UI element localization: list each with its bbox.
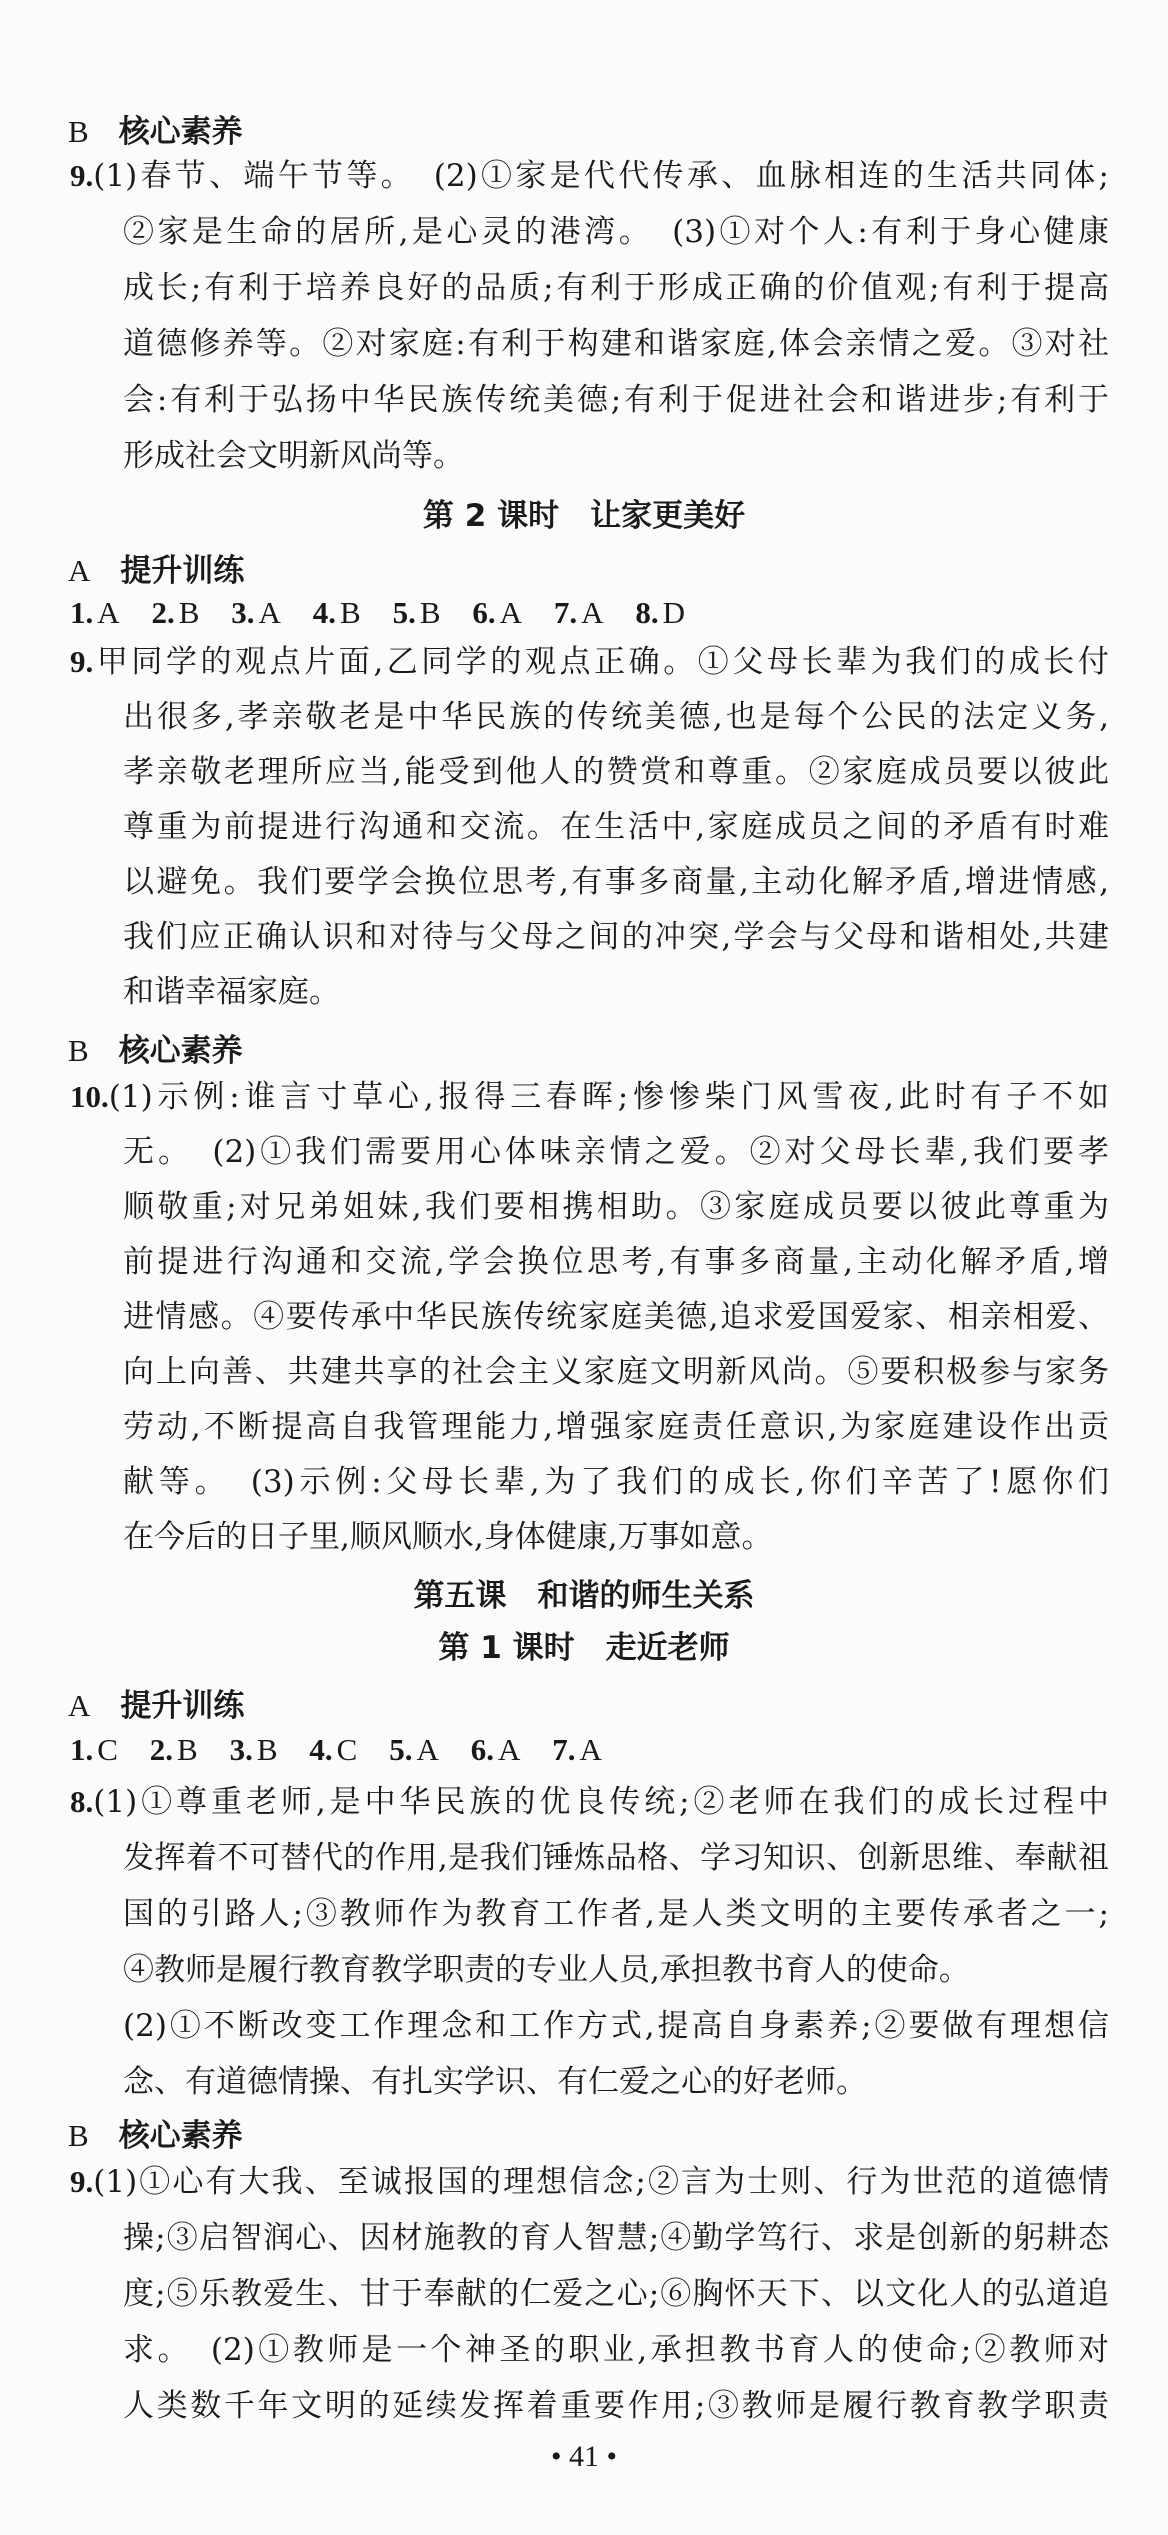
answer-line: 成长;有利于培养良好的品质;有利于形成正确的价值观;有利于提高: [123, 270, 1109, 306]
answer-line: 人类数千年文明的延续发挥着重要作用;③教师是履行教育教学职责: [123, 2388, 1109, 2424]
answer-line: 操;③启智润心、因材施教的育人智慧;④勤学笃行、求是创新的躬耕态: [123, 2220, 1109, 2256]
answer-line: 献等。 (3)示例:父母长辈,为了我们的成长,你们辛苦了!愿你们: [123, 1464, 1109, 1500]
answer-line: 孝亲敬老理所应当,能受到他人的赞赏和尊重。②家庭成员要以彼此: [123, 754, 1109, 790]
answer-line: 我们应正确认识和对待与父母之间的冲突,学会与父母和谐相处,共建: [123, 919, 1109, 955]
answer-line: 向上向善、共建共享的社会主义家庭文明新风尚。⑤要积极参与家务: [123, 1354, 1109, 1390]
section-heading: B 核心素养: [68, 114, 243, 150]
answer-line: 和谐幸福家庭。: [123, 974, 340, 1010]
page-number: • 41 •: [550, 2440, 617, 2473]
answer-line: 9.(1)春节、端午节等。 (2)①家是代代传承、血脉相连的生活共同体;: [70, 158, 1109, 194]
answer-line: (2)①不断改变工作理念和工作方式,提高自身素养;②要做有理想信: [123, 2008, 1109, 2044]
answer-line: 顺敬重;对兄弟姐妹,我们要相携相助。③家庭成员要以彼此尊重为: [123, 1189, 1109, 1225]
answer-line: 9.(1)①心有大我、至诚报国的理想信念;②言为士则、行为世范的道德情: [70, 2164, 1109, 2200]
choice-answers: 1. C 2. B 3. B 4. C 5. A 6. A 7. A: [70, 1732, 602, 1767]
answer-line: 度;⑤乐教爱生、甘于奉献的仁爱之心;⑥胸怀天下、以文化人的弘道追: [123, 2276, 1109, 2312]
answer-line: 发挥着不可替代的作用,是我们锤炼品格、学习知识、创新思维、奉献祖: [123, 1840, 1109, 1876]
answer-line: 念、有道德情操、有扎实学识、有仁爱之心的好老师。: [123, 2064, 867, 2100]
choice-answers: 1. A 2. B 3. A 4. B 5. B 6. A 7. A 8. D: [70, 595, 686, 630]
answer-line: 形成社会文明新风尚等。: [123, 438, 464, 474]
answer-line: ②家是生命的居所,是心灵的港湾。 (3)①对个人:有利于身心健康: [123, 214, 1109, 250]
answer-line: 9.甲同学的观点片面,乙同学的观点正确。①父母长辈为我们的成长付: [70, 644, 1109, 680]
answer-line: 尊重为前提进行沟通和交流。在生活中,家庭成员之间的矛盾有时难: [123, 809, 1109, 845]
answer-line: 8.(1)①尊重老师,是中华民族的优良传统;②老师在我们的成长过程中: [70, 1784, 1109, 1820]
lesson-title: 第 2 课时 让家更美好: [422, 498, 746, 534]
answer-line: ④教师是履行教育教学职责的专业人员,承担教书育人的使命。: [123, 1952, 970, 1988]
answer-line: 在今后的日子里,顺风顺水,身体健康,万事如意。: [123, 1519, 773, 1555]
answer-line: 无。 (2)①我们需要用心体味亲情之爱。②对父母长辈,我们要孝: [123, 1134, 1109, 1170]
lesson-title: 第五课 和谐的师生关系: [413, 1578, 755, 1614]
answer-line: 出很多,孝亲敬老是中华民族的传统美德,也是每个公民的法定义务,: [123, 699, 1109, 735]
answer-line: 会:有利于弘扬中华民族传统美德;有利于促进社会和谐进步;有利于: [123, 382, 1109, 418]
lesson-subtitle: 第 1 课时 走近老师: [438, 1630, 730, 1666]
answer-line: 10.(1)示例:谁言寸草心,报得三春晖;惨惨柴门风雪夜,此时有子不如: [70, 1079, 1109, 1115]
section-heading: B 核心素养: [68, 2118, 243, 2154]
answer-line: 道德修养等。②对家庭:有利于构建和谐家庭,体会亲情之爱。③对社: [123, 326, 1109, 362]
answer-line: 前提进行沟通和交流,学会换位思考,有事多商量,主动化解矛盾,增: [123, 1244, 1109, 1280]
answer-line: 以避免。我们要学会换位思考,有事多商量,主动化解矛盾,增进情感,: [123, 864, 1109, 900]
section-heading: A 提升训练: [68, 553, 245, 589]
answer-line: 求。 (2)①教师是一个神圣的职业,承担教书育人的使命;②教师对: [123, 2332, 1109, 2368]
section-heading: B 核心素养: [68, 1033, 243, 1069]
answer-line: 进情感。④要传承中华民族传统家庭美德,追求爱国爱家、相亲相爱、: [123, 1299, 1109, 1335]
section-heading: A 提升训练: [68, 1688, 245, 1724]
answer-line: 劳动,不断提高自我管理能力,增强家庭责任意识,为家庭建设作出贡: [123, 1409, 1109, 1445]
answer-line: 国的引路人;③教师作为教育工作者,是人类文明的主要传承者之一;: [123, 1896, 1109, 1932]
